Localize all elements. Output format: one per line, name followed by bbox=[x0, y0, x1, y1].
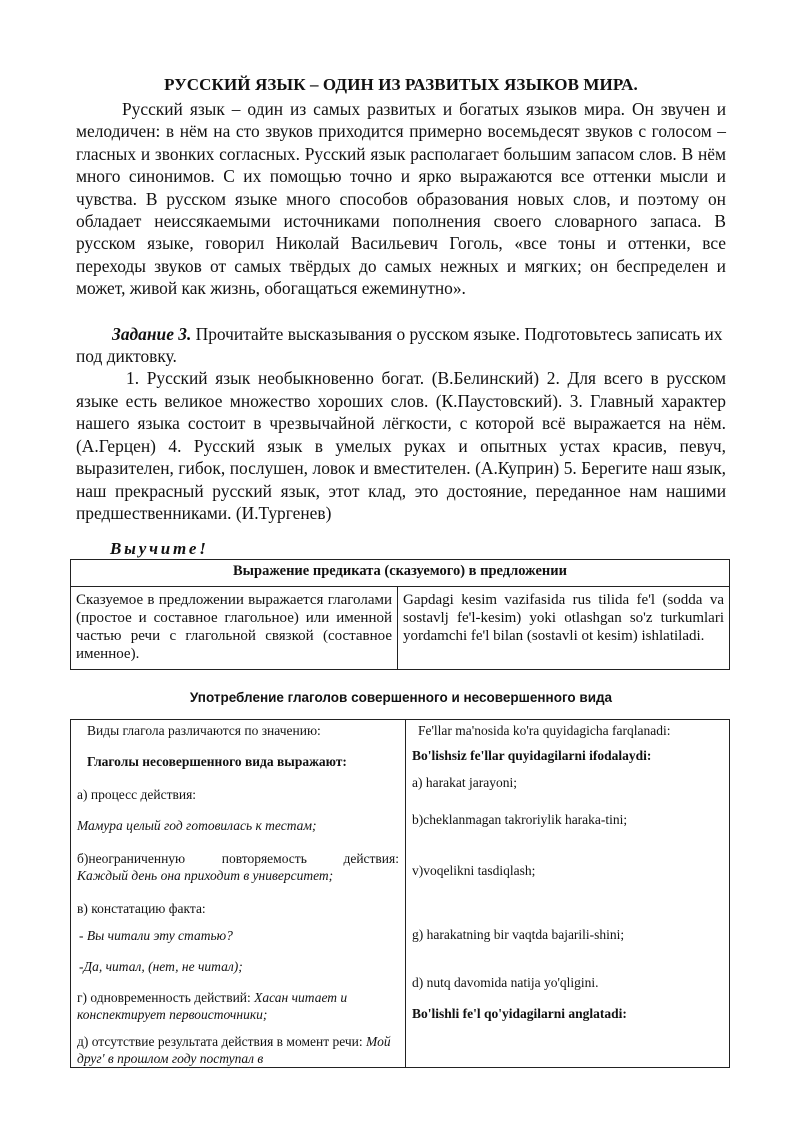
left-item-c: в) констатацию факта: bbox=[77, 901, 206, 917]
learn-label: Выучите! bbox=[110, 539, 209, 559]
right-heading: Bo'lishsiz fe'llar quyidagilarni ifodalaydi: bbox=[412, 748, 652, 764]
right-item-d: g) harakatning bir vaqtda bajarili-shini; bbox=[412, 927, 625, 943]
task-instruction bbox=[76, 323, 726, 368]
left-item-c-example1: - Вы читали эту статью? bbox=[79, 928, 233, 944]
left-item-a: а) процесс действия: bbox=[77, 787, 197, 803]
intro-paragraph: Русский язык – один из самых развитых и богатых языков мира. Он звучен и мелодичен: в нём на сто звуков приходится примерно восемьдесят звуков с голосом – гласных и звонких согласных. Русский язык располагает большим запасом слов. В нём много синонимов. С их помощью точно и ярко выражаются все оттенки мысли и чувства. В русском языке много способов образования новых слов, и поэтому он обладает неиссякаемыми источниками пополнения своего словарного запаса. В русском языке, говорил Николай Васильевич Гоголь, «все тоны и оттенки, все переходы звуков от самых твёрдых до самых нежных и мягких; он беспределен и может, живой как жизнь, обогащаться ежеминутно». bbox=[76, 99, 726, 299]
left-heading: Глаголы несовершенного вида выражают: bbox=[87, 754, 347, 770]
aspect-table-caption: Употребление глаголов совершенного и несовершенного вида bbox=[189, 690, 613, 706]
task-quotes: 1. Русский язык необыкновенно богат. (В.Белинский) 2. Для всего в русском языке есть великое множество хороших слов. (К.Паустовский). 3. Главный характер нашего языка состоит в чрезвычайной лёгкости, с которой всё выражается на нём. (А.Герцен) 4. Русский язык в умелых руках и опытных устах красив, певуч, выразителен, гибок, послушен, ловок и вместителен. (А.Куприн) 5. Берегите наш язык, наш прекрасный русский язык, этот клад, это достояние, переданное нам нашими предшественниками. (И.Тургенев) bbox=[76, 368, 726, 523]
right-item-e: d) nutq davomida natija yo'qligini. bbox=[412, 975, 599, 991]
aspect-table bbox=[70, 719, 730, 1068]
task-block bbox=[76, 323, 726, 525]
right-heading2: Bo'lishli fe'l qo'yidagilarni anglatadi: bbox=[412, 1006, 627, 1022]
predicate-table bbox=[70, 559, 730, 670]
left-item-d: г) одновременность действий: Хасан читает и конспектирует первоисточники; bbox=[77, 990, 348, 1023]
page-title: РУССКИЙ ЯЗЫК – ОДИН ИЗ РАЗВИТЫХ ЯЗЫКОВ МИРА. bbox=[164, 75, 638, 94]
right-item-c: v)voqelikni tasdiqlash; bbox=[412, 863, 536, 879]
left-item-e: д) отсутствие результата действия в момент речи: Мой друг' в прошлом году поступал в bbox=[77, 1034, 391, 1067]
left-item-a-example: Мамура целый год готовилась к тестам; bbox=[77, 818, 317, 834]
document-page bbox=[76, 74, 726, 1068]
task-instruction-text: Прочитайте высказывания о русском языке. Подготовьтесь записать их под диктовку. bbox=[76, 323, 723, 367]
aspect-table-right bbox=[406, 720, 730, 1068]
right-item-b: b)cheklanmagan takroriylik haraka-tini; bbox=[412, 812, 628, 828]
task-label: Задание 3. bbox=[112, 323, 192, 344]
aspect-table-left bbox=[71, 720, 406, 1068]
right-intro: Fe'llar ma'nosida ko'ra quyidagicha farqlanadi: bbox=[418, 723, 671, 739]
left-item-e-example: Мой друг' в прошлом году поступал в bbox=[77, 1034, 391, 1067]
right-item-a: a) harakat jarayoni; bbox=[412, 775, 517, 791]
left-item-b: б)неограниченную повторяемость действия: bbox=[77, 851, 399, 867]
left-item-b-example: Каждый день она приходит в университет; bbox=[77, 868, 334, 884]
left-item-d-example: Хасан читает и конспектирует первоисточники; bbox=[77, 990, 348, 1023]
predicate-table-right: Gapdagi kesim vazifasida rus tilida fe'l (sodda va sostavlj fe'l-kesim) yoki otlashgan so'z turkumlari yordamchi fe'l bilan (sostavli ot kesim) ishlatiladi. bbox=[398, 587, 730, 670]
predicate-table-header: Выражение предиката (сказуемого) в предложении bbox=[71, 560, 730, 587]
left-intro: Виды глагола различаются по значению: bbox=[87, 723, 321, 739]
predicate-table-left: Сказуемое в предложении выражается глаголами (простое и составное глагольное) или именной частью речи с глагольной связкой (составное именное). bbox=[71, 587, 398, 670]
left-item-c-example2: -Да, читал, (нет, не читал); bbox=[79, 959, 243, 975]
